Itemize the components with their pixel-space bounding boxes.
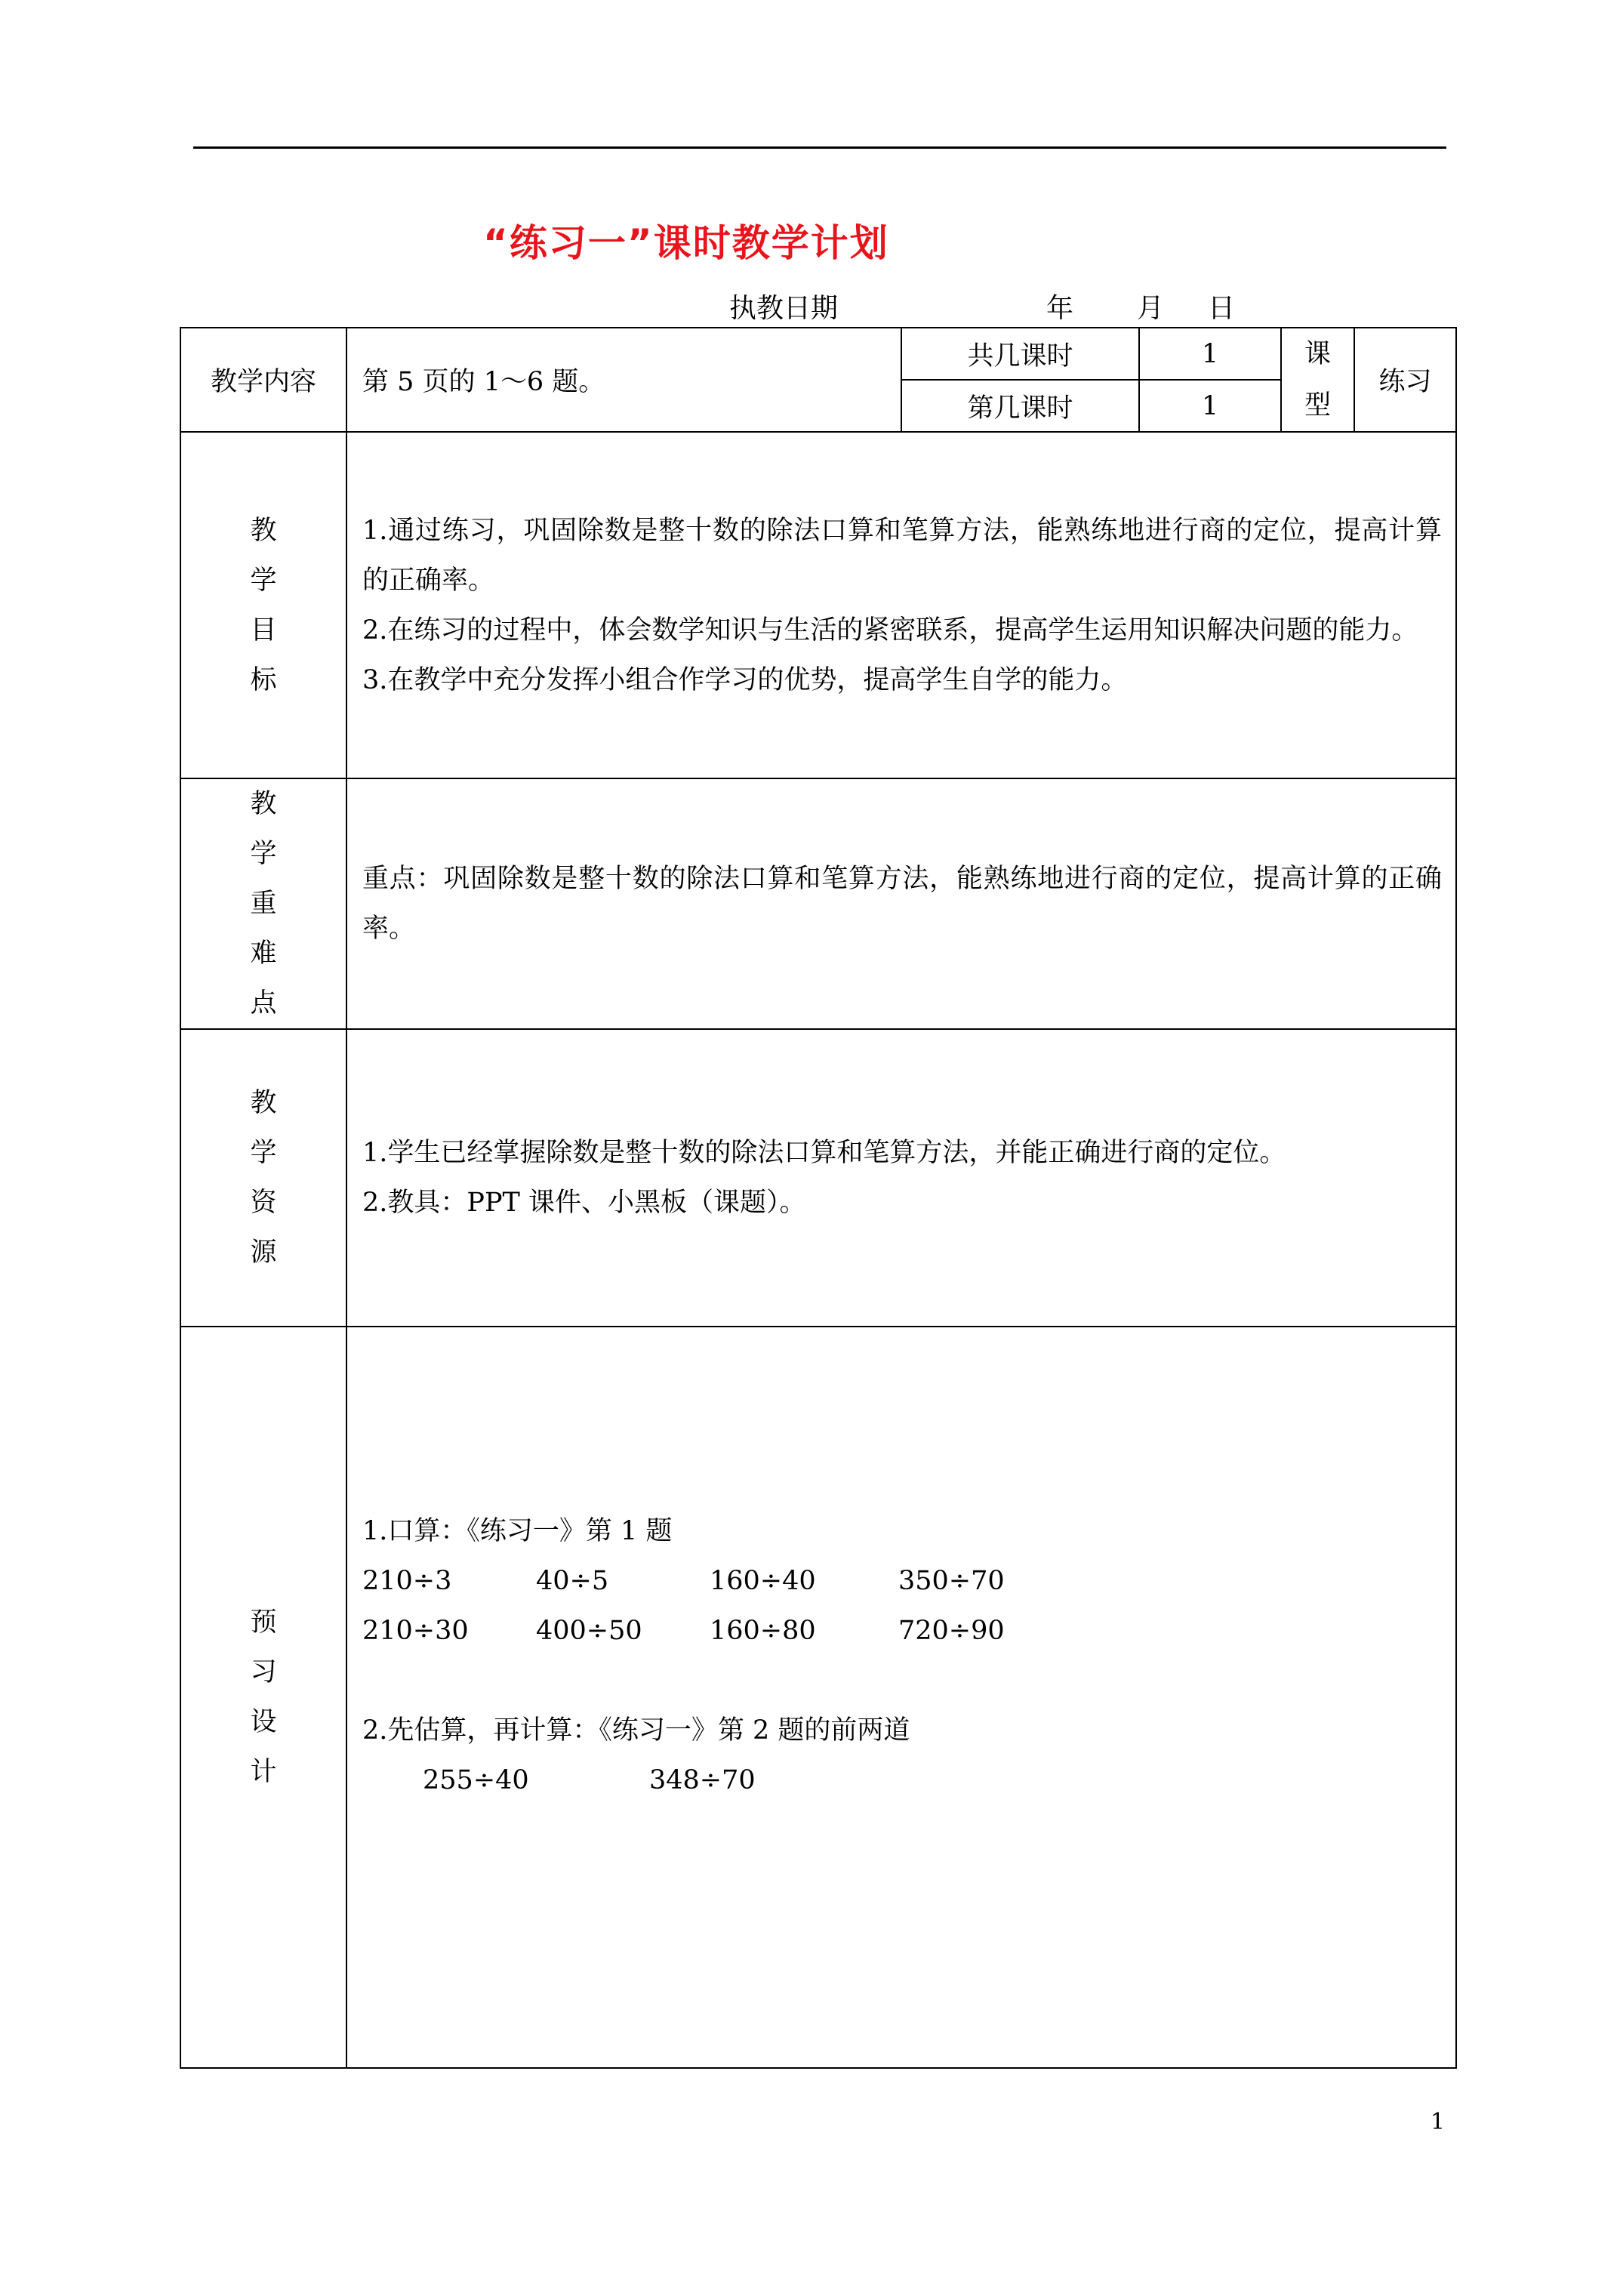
preview-q1-row2 xyxy=(362,1606,1442,1656)
type-label-2: 型 xyxy=(1304,390,1331,421)
key-points-label-char: 点 xyxy=(250,988,277,1019)
calc-item: 350÷70 xyxy=(898,1566,1005,1596)
calc-item: 255÷40 xyxy=(423,1765,529,1795)
header-rule xyxy=(193,146,1446,149)
type-value: 练习 xyxy=(1378,367,1432,397)
resources-label-cell xyxy=(180,1029,346,1327)
lesson-no-value: 1 xyxy=(1201,390,1219,421)
content-value: 第 5 页的 1～6 题。 xyxy=(362,367,605,397)
type-label-1: 课 xyxy=(1304,339,1331,369)
lesson-plan-table xyxy=(180,327,1457,2069)
header-row-1 xyxy=(180,328,1456,380)
key-points-label-char: 重 xyxy=(250,889,277,919)
resources-content xyxy=(346,1029,1456,1327)
total-lessons-label: 共几课时 xyxy=(967,341,1073,371)
calc-item: 40÷5 xyxy=(536,1566,609,1596)
preview-row xyxy=(180,1327,1456,2068)
resources-label-char: 教 xyxy=(250,1088,277,1118)
date-year: 年 xyxy=(1046,293,1074,324)
page-title: “练习一”课时教学计划 xyxy=(483,221,889,265)
objectives-label-char: 目 xyxy=(250,615,277,646)
calc-item: 160÷80 xyxy=(710,1616,816,1646)
total-lessons-value-cell xyxy=(1139,328,1281,380)
date-day: 日 xyxy=(1208,293,1236,324)
key-points-text: 重点：巩固除数是整十数的除法口算和笔算方法，能熟练地进行商的定位，提高计算的正确率。 xyxy=(362,864,1442,944)
total-lessons-label-cell xyxy=(901,328,1139,380)
preview-content xyxy=(346,1327,1456,2068)
key-points-label-char: 难 xyxy=(250,938,277,969)
resource-item: 1.学生已经掌握除数是整十数的除法口算和笔算方法，并能正确进行商的定位。 xyxy=(362,1138,1286,1168)
date-month: 月 xyxy=(1137,293,1165,324)
resources-label-char: 学 xyxy=(250,1138,277,1168)
objectives-row xyxy=(180,432,1456,778)
page-number: 1 xyxy=(1431,2109,1446,2135)
preview-q1-title: 1.口算：《练习一》第 1 题 xyxy=(362,1516,673,1546)
calc-item: 720÷90 xyxy=(898,1616,1005,1646)
content-value-cell xyxy=(346,328,901,432)
calc-item: 210÷3 xyxy=(362,1566,452,1596)
total-lessons-value: 1 xyxy=(1201,338,1219,369)
type-value-cell xyxy=(1354,328,1456,432)
resources-label-char: 源 xyxy=(250,1237,277,1268)
key-points-row xyxy=(180,778,1456,1029)
objective-item: 1.通过练习，巩固除数是整十数的除法口算和笔算方法，能熟练地进行商的定位，提高计算的正确率。 xyxy=(362,515,1442,596)
lesson-no-label-cell xyxy=(901,380,1139,432)
lesson-no-value-cell xyxy=(1139,380,1281,432)
objectives-label-cell xyxy=(180,432,346,778)
lesson-no-label: 第几课时 xyxy=(967,393,1073,424)
objective-item: 3.在教学中充分发挥小组合作学习的优势，提高学生自学的能力。 xyxy=(362,664,1128,695)
preview-label-char: 计 xyxy=(250,1757,277,1787)
spacer xyxy=(362,1656,1442,1706)
resources-row xyxy=(180,1029,1456,1327)
content-label-cell xyxy=(180,328,346,432)
preview-q2-row xyxy=(362,1755,1442,1805)
preview-label-cell xyxy=(180,1327,346,2068)
objectives-label-char: 教 xyxy=(250,515,277,546)
key-points-label-char: 学 xyxy=(250,839,277,869)
key-points-content xyxy=(346,778,1456,1029)
key-points-label-cell xyxy=(180,778,346,1029)
calc-item: 348÷70 xyxy=(649,1765,756,1795)
objectives-content xyxy=(346,432,1456,778)
resources-label-char: 资 xyxy=(250,1188,277,1218)
calc-item: 400÷50 xyxy=(536,1616,642,1646)
content-label: 教学内容 xyxy=(210,367,316,397)
type-label-cell xyxy=(1281,328,1354,432)
resource-item: 2.教具：PPT 课件、小黑板（课题）。 xyxy=(362,1188,806,1218)
objectives-label-char: 标 xyxy=(250,664,277,695)
calc-item: 210÷30 xyxy=(362,1616,469,1646)
objective-item: 2.在练习的过程中，体会数学知识与生活的紧密联系，提高学生运用知识解决问题的能力。 xyxy=(362,615,1418,646)
calc-item: 160÷40 xyxy=(710,1566,816,1596)
preview-label-char: 预 xyxy=(250,1607,277,1638)
preview-label-char: 设 xyxy=(250,1707,277,1737)
preview-q1-row1 xyxy=(362,1556,1442,1606)
objectives-label-char: 学 xyxy=(250,565,277,596)
date-label: 执教日期 xyxy=(729,293,839,324)
preview-label-char: 习 xyxy=(250,1657,277,1687)
preview-q2-title: 2.先估算，再计算：《练习一》第 2 题的前两道 xyxy=(362,1715,910,1746)
key-points-label-char: 教 xyxy=(250,789,277,819)
